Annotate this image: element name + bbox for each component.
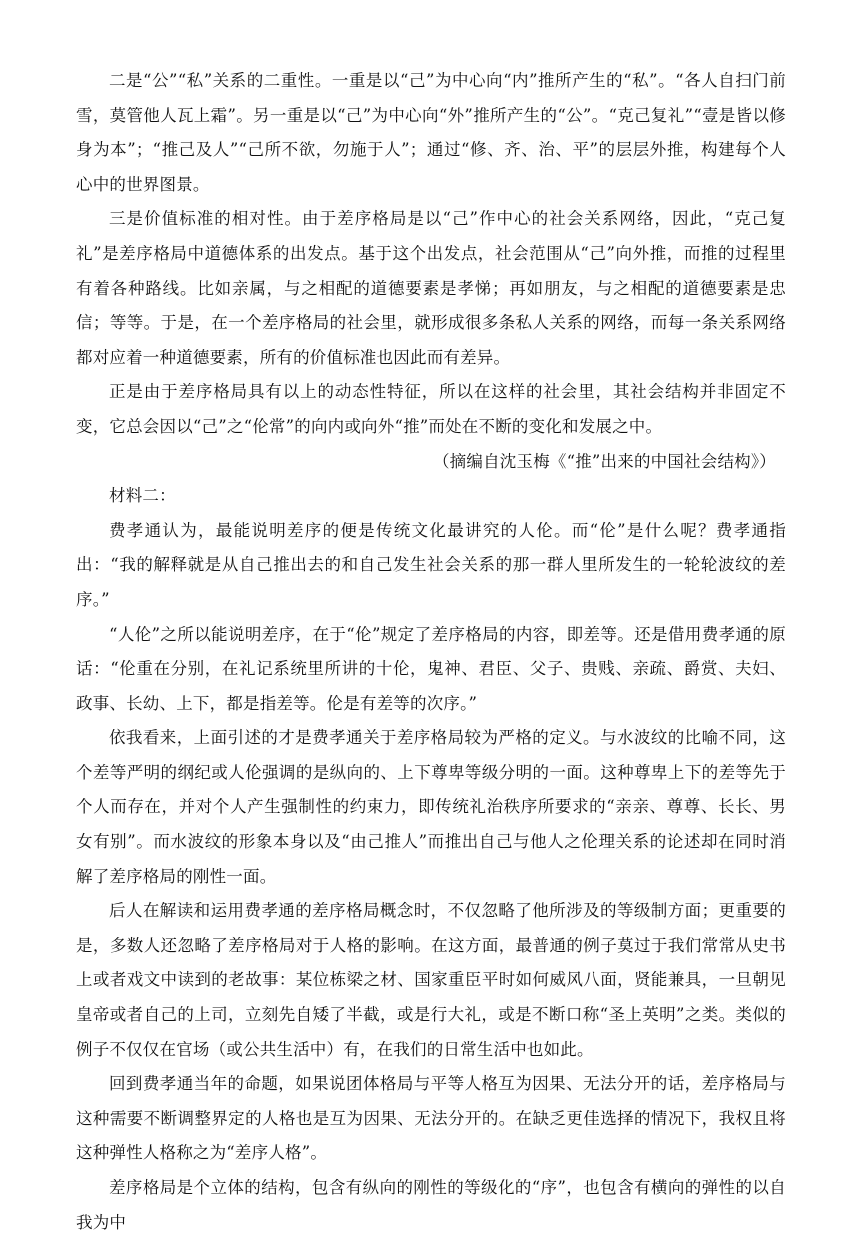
paragraph: 三是价值标准的相对性。由于差序格局是以“己”作中心的社会关系网络，因此，“克己复礼”是差序格局中道德体系的出发点。基于这个出发点，社会范围从“己”向外推，而推的过程里有着各种路线。比如亲属，与之相配的道德要素是孝悌；再如朋友，与之相配的道德要素是忠信；等等。于是，在一个差序格局的社会里，就形成很多条私人关系的网络，而每一条关系网络都对应着一种道德要素，所有的价值标准也因此而有差异。: [76, 209, 786, 367]
paragraph: 依我看来，上面引述的才是费孝通关于差序格局较为严格的定义。与水波纹的比喻不同，这个差等严明的纲纪或人伦强调的是纵向的、上下尊卑等级分明的一面。这种尊卑上下的差等先于个人而存在，并对个人产生强制性的约束力，即传统礼治秩序所要求的“亲亲、尊尊、长长、男女有别”。而水波纹的形象本身以及“由己推人”而推出自己与他人之伦理关系的论述却在同时消解了差序格局的刚性一面。: [76, 728, 786, 886]
paragraph: 回到费孝通当年的命题，如果说团体格局与平等人格互为因果、无法分开的话，差序格局与这种需要不断调整界定的人格也是互为因果、无法分开的。在缺乏更佳选择的情况下，我权且将这种弹性人格称之为“差序人格”。: [76, 1074, 786, 1163]
paragraph: “人伦”之所以能说明差序，在于“伦”规定了差序格局的内容，即差等。还是借用费孝通的原话：“伦重在分别，在礼记系统里所讲的十伦，鬼神、君臣、父子、贵贱、亲疏、爵赏、夫妇、政事、长幼、上下，都是指差等。伦是有差等的次序。”: [76, 624, 786, 713]
paragraph: 正是由于差序格局具有以上的动态性特征，所以在这样的社会里，其社会结构并非固定不变，它总会因以“己”之“伦常”的向内或向外“推”而处在不断的变化和发展之中。: [76, 382, 786, 436]
paragraph: 差序格局是个立体的结构，包含有纵向的刚性的等级化的“序”，也包含有横向的弹性的以自我为中: [76, 1178, 786, 1232]
source-attribution: （摘编自沈玉梅《“推”出来的中国社会结构》）: [432, 451, 776, 471]
paragraph: 后人在解读和运用费孝通的差序格局概念时，不仅忽略了他所涉及的等级制方面；更重要的是，多数人还忽略了差序格局对于人格的影响。在这方面，最普通的例子莫过于我们常常从史书上或者戏文中读到的老故事：某位栋梁之材、国家重臣平时如何威风八面，贤能兼具，一旦朝见皇帝或者自己的上司，立刻先自矮了半截，或是行大礼，或是不断口称“圣上英明”之类。类似的例子不仅仅在官场（或公共生活中）有，在我们的日常生活中也如此。: [76, 901, 786, 1059]
section-label: 材料二：: [109, 486, 176, 506]
paragraph: 费孝通认为，最能说明差序的便是传统文化最讲究的人伦。而“伦”是什么呢？费孝通指出：“我的解释就是从自己推出去的和自己发生社会关系的那一群人里所发生的一轮轮波纹的差序。”: [76, 520, 786, 609]
document-page: [76, 64, 786, 1240]
paragraph: 二是“公”“私”关系的二重性。一重是以“己”为中心向“内”推所产生的“私”。“各人自扫门前雪，莫管他人瓦上霜”。另一重是以“己”为中心向“外”推所产生的“公”。“克己复礼”“壹是皆以修身为本”；“推己及人”“己所不欲，勿施于人”；通过“修、齐、治、平”的层层外推，构建每个人心中的世界图景。: [76, 71, 786, 194]
